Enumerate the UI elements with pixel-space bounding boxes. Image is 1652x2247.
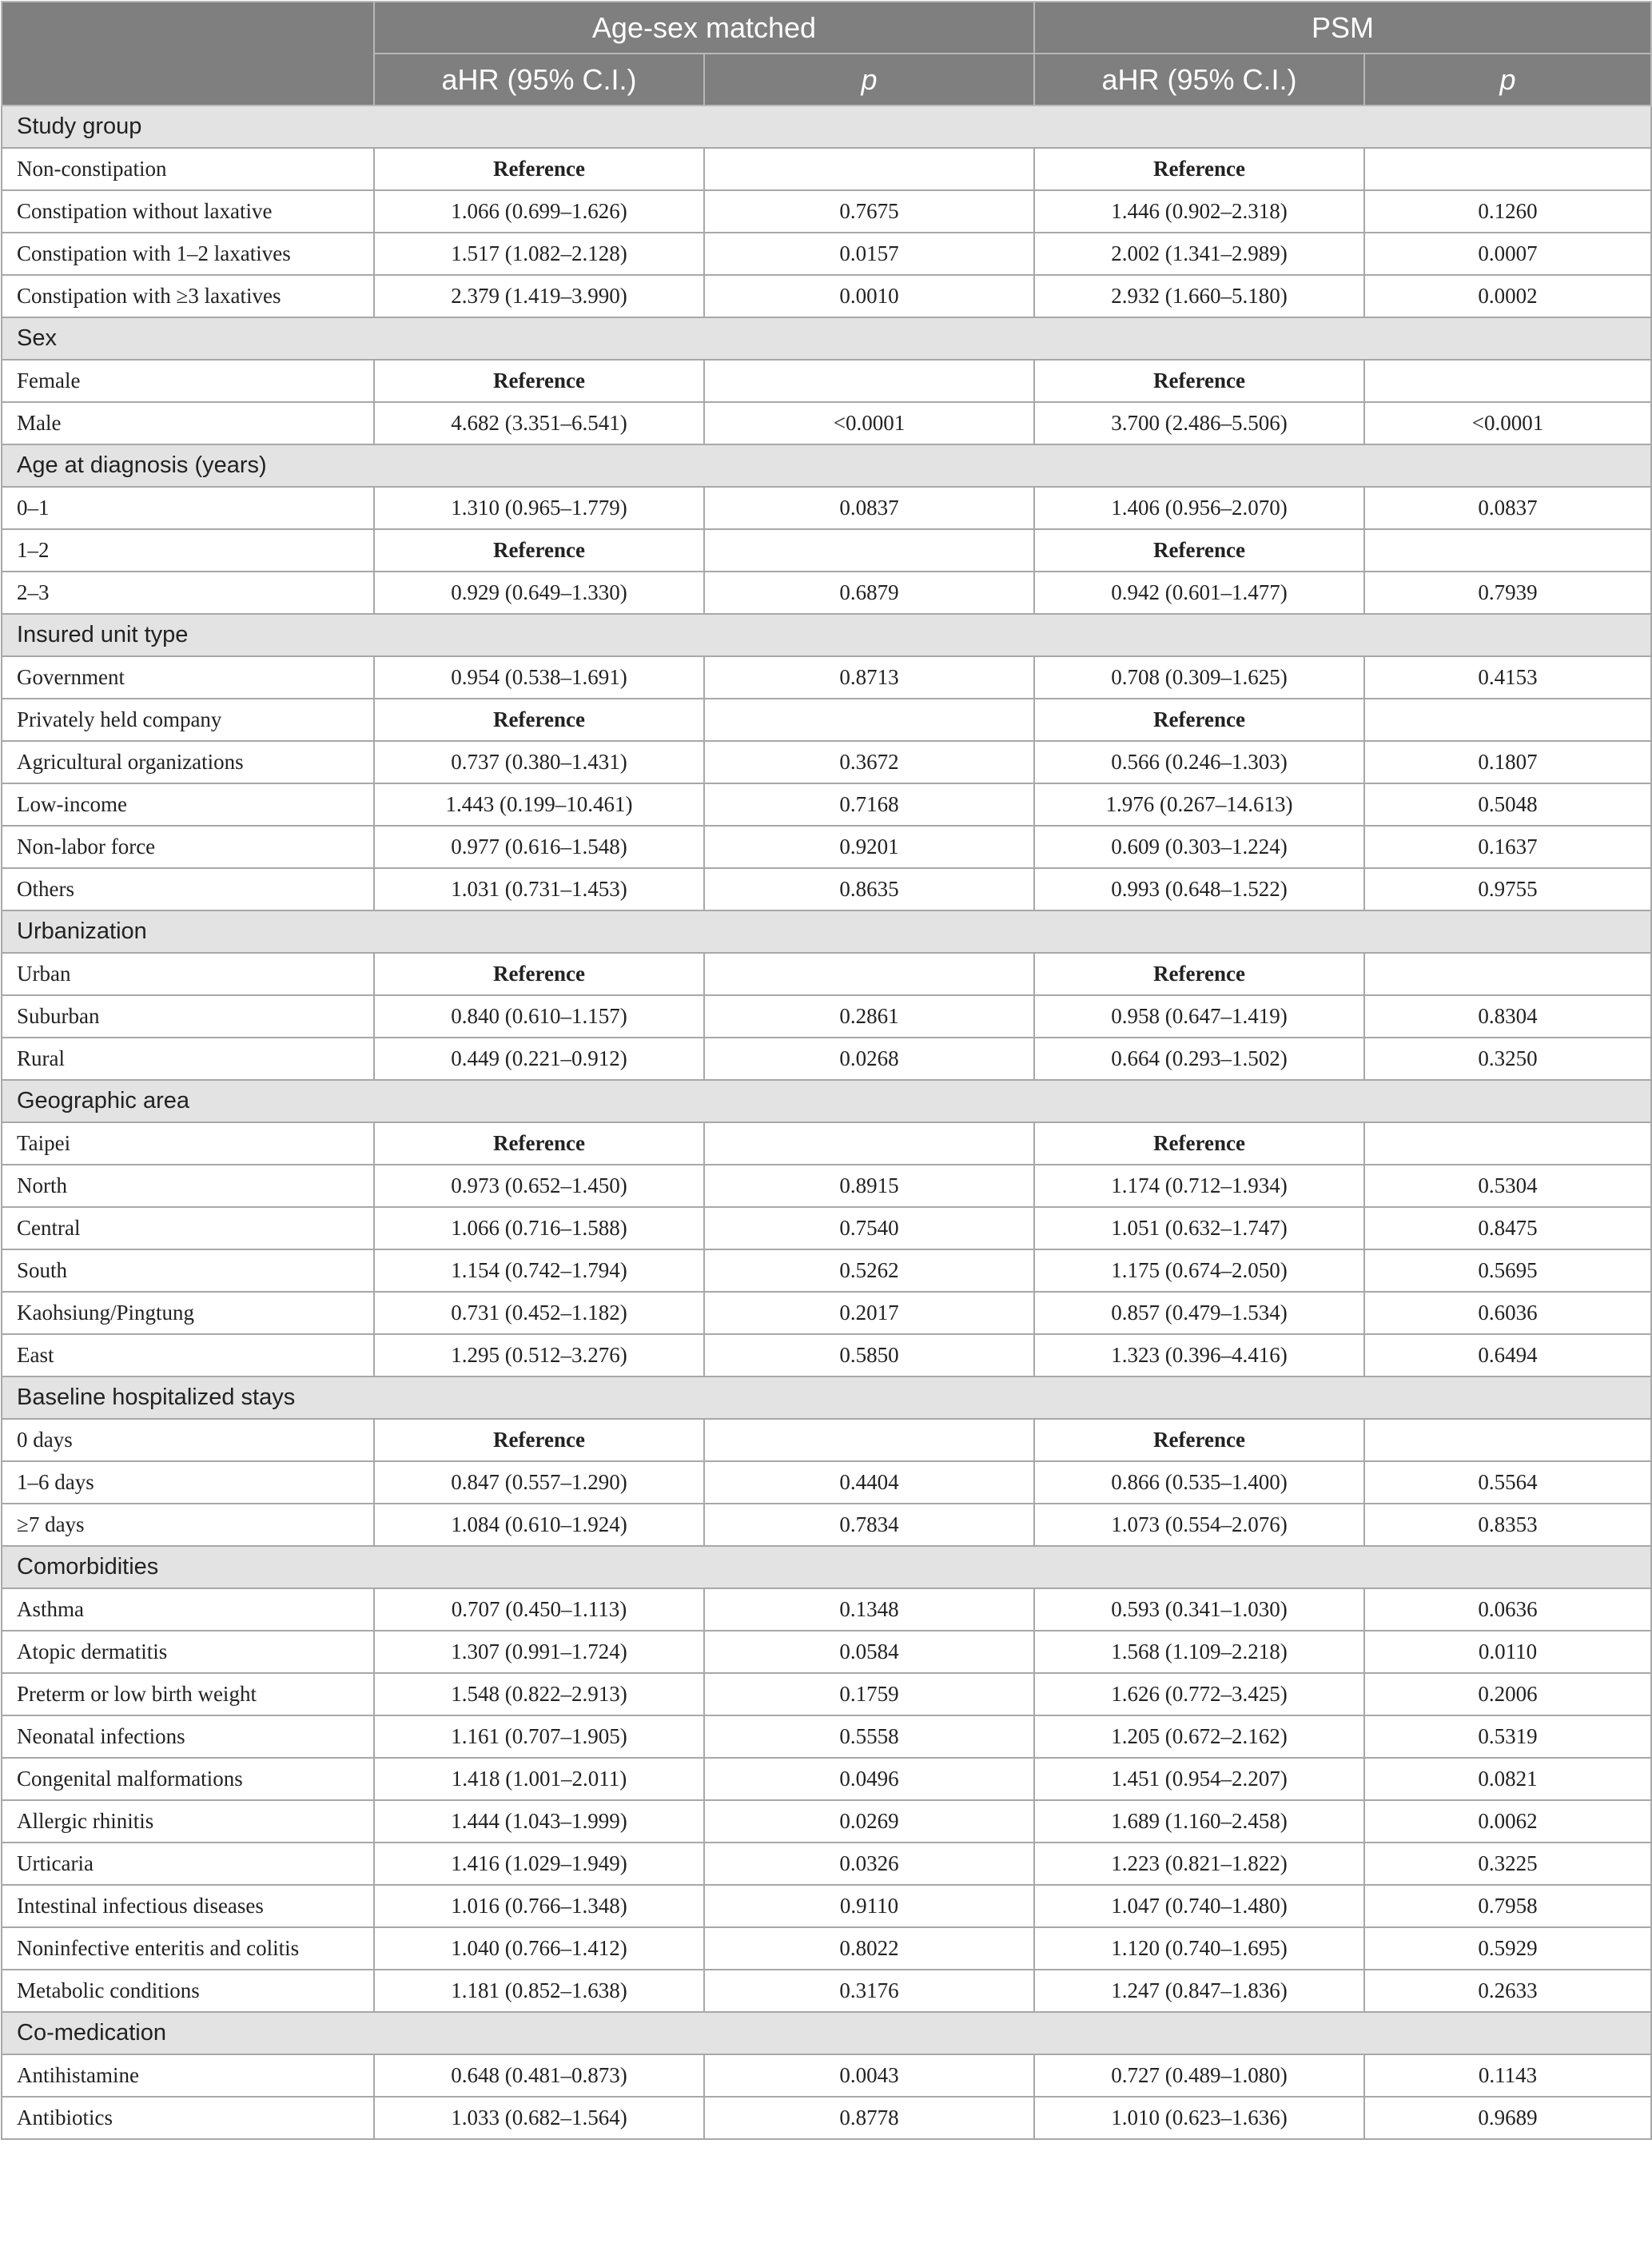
psm-ahr-cell: 0.593 (0.341–1.030) [1034, 1588, 1364, 1631]
row-label-cell: Non-constipation [2, 148, 374, 190]
row-label-cell: Taipei [2, 1122, 374, 1165]
age-sex-ahr-cell: 1.418 (1.001–2.011) [374, 1758, 704, 1800]
psm-p-cell [1364, 360, 1651, 402]
age-sex-ahr-cell: 4.682 (3.351–6.541) [374, 402, 704, 444]
section-title: Geographic area [2, 1080, 1651, 1122]
age-sex-ahr-cell: Reference [374, 148, 704, 190]
age-sex-p-cell: 0.0010 [704, 275, 1034, 317]
table-row [2, 699, 1651, 741]
table-row [2, 783, 1651, 826]
section-title: Baseline hospitalized stays [2, 1376, 1651, 1419]
psm-p-cell [1364, 1419, 1651, 1461]
psm-ahr-cell: 0.857 (0.479–1.534) [1034, 1292, 1364, 1334]
hazard-ratio-table [1, 1, 1652, 2140]
section-title: Age at diagnosis (years) [2, 444, 1651, 487]
age-sex-ahr-cell: 1.517 (1.082–2.128) [374, 233, 704, 275]
psm-ahr-cell: 1.406 (0.956–2.070) [1034, 487, 1364, 529]
table-row [2, 1461, 1651, 1504]
row-label-cell: 0 days [2, 1419, 374, 1461]
age-sex-p-cell: 0.5558 [704, 1715, 1034, 1758]
section-title: Study group [2, 106, 1651, 148]
row-label-cell: Metabolic conditions [2, 1970, 374, 2012]
row-label-cell: Intestinal infectious diseases [2, 1885, 374, 1927]
row-label-cell: Asthma [2, 1588, 374, 1631]
row-label-cell: Antihistamine [2, 2054, 374, 2097]
table-row [2, 1249, 1651, 1292]
age-sex-ahr-cell: 0.977 (0.616–1.548) [374, 826, 704, 868]
table-row [2, 1504, 1651, 1546]
row-label-cell: 0–1 [2, 487, 374, 529]
psm-ahr-cell: 0.866 (0.535–1.400) [1034, 1461, 1364, 1504]
row-label-cell: Suburban [2, 995, 374, 1038]
age-sex-p-cell [704, 953, 1034, 995]
psm-ahr-cell: Reference [1034, 360, 1364, 402]
psm-ahr-cell: 3.700 (2.486–5.506) [1034, 402, 1364, 444]
psm-ahr-cell: 1.568 (1.109–2.218) [1034, 1631, 1364, 1673]
table-row [2, 1715, 1651, 1758]
age-sex-ahr-cell: Reference [374, 529, 704, 572]
psm-ahr-cell: 1.047 (0.740–1.480) [1034, 1885, 1364, 1927]
psm-ahr-cell: 1.120 (0.740–1.695) [1034, 1927, 1364, 1970]
age-sex-p-cell: 0.0269 [704, 1800, 1034, 1843]
section-row [2, 910, 1651, 953]
age-sex-p-cell: <0.0001 [704, 402, 1034, 444]
age-sex-p-cell: 0.9110 [704, 1885, 1034, 1927]
row-label-cell: Rural [2, 1038, 374, 1080]
table-row [2, 1885, 1651, 1927]
psm-ahr-cell: 1.976 (0.267–14.613) [1034, 783, 1364, 826]
section-title: Comorbidities [2, 1546, 1651, 1588]
age-sex-p-cell: 0.2017 [704, 1292, 1034, 1334]
table-row [2, 1800, 1651, 1843]
row-label-cell: Neonatal infections [2, 1715, 374, 1758]
header-ahr-age-sex: aHR (95% C.I.) [374, 54, 704, 106]
psm-p-cell: 0.0007 [1364, 233, 1651, 275]
age-sex-p-cell: 0.7834 [704, 1504, 1034, 1546]
table-row [2, 1334, 1651, 1376]
psm-p-cell: 0.9755 [1364, 868, 1651, 910]
age-sex-ahr-cell: Reference [374, 953, 704, 995]
row-label-cell: Antibiotics [2, 2097, 374, 2139]
age-sex-p-cell: 0.0043 [704, 2054, 1034, 2097]
psm-ahr-cell: 0.942 (0.601–1.477) [1034, 572, 1364, 614]
psm-ahr-cell: 1.174 (0.712–1.934) [1034, 1165, 1364, 1207]
age-sex-p-cell: 0.7168 [704, 783, 1034, 826]
row-label-cell: 1–6 days [2, 1461, 374, 1504]
age-sex-p-cell: 0.8778 [704, 2097, 1034, 2139]
psm-p-cell: <0.0001 [1364, 402, 1651, 444]
row-label-cell: Female [2, 360, 374, 402]
age-sex-p-cell: 0.3176 [704, 1970, 1034, 2012]
psm-p-cell: 0.3250 [1364, 1038, 1651, 1080]
section-row [2, 106, 1651, 148]
age-sex-ahr-cell: 1.443 (0.199–10.461) [374, 783, 704, 826]
table-row [2, 529, 1651, 572]
table-row [2, 953, 1651, 995]
header-p-age-sex: p [704, 54, 1034, 106]
age-sex-ahr-cell: 1.033 (0.682–1.564) [374, 2097, 704, 2139]
section-row [2, 2012, 1651, 2054]
age-sex-ahr-cell: 1.295 (0.512–3.276) [374, 1334, 704, 1376]
psm-ahr-cell: 1.626 (0.772–3.425) [1034, 1673, 1364, 1715]
table-row [2, 1758, 1651, 1800]
table-row [2, 1843, 1651, 1885]
psm-p-cell: 0.1807 [1364, 741, 1651, 783]
row-label-cell: Others [2, 868, 374, 910]
table-row [2, 487, 1651, 529]
age-sex-ahr-cell: 0.954 (0.538–1.691) [374, 656, 704, 699]
age-sex-ahr-cell: 0.707 (0.450–1.113) [374, 1588, 704, 1631]
table-row [2, 1673, 1651, 1715]
row-label-cell: Agricultural organizations [2, 741, 374, 783]
age-sex-p-cell: 0.8713 [704, 656, 1034, 699]
psm-p-cell [1364, 1122, 1651, 1165]
section-row [2, 1376, 1651, 1419]
age-sex-ahr-cell: Reference [374, 360, 704, 402]
psm-ahr-cell: 1.247 (0.847–1.836) [1034, 1970, 1364, 2012]
table-row [2, 656, 1651, 699]
psm-p-cell: 0.1637 [1364, 826, 1651, 868]
table-row [2, 233, 1651, 275]
section-row [2, 444, 1651, 487]
age-sex-ahr-cell: 1.066 (0.716–1.588) [374, 1207, 704, 1249]
row-label-cell: 2–3 [2, 572, 374, 614]
age-sex-p-cell: 0.0157 [704, 233, 1034, 275]
age-sex-p-cell: 0.0326 [704, 1843, 1034, 1885]
section-title: Sex [2, 317, 1651, 360]
age-sex-p-cell: 0.8022 [704, 1927, 1034, 1970]
row-label-cell: Privately held company [2, 699, 374, 741]
psm-ahr-cell: 0.566 (0.246–1.303) [1034, 741, 1364, 783]
psm-p-cell: 0.5564 [1364, 1461, 1651, 1504]
psm-p-cell [1364, 699, 1651, 741]
age-sex-ahr-cell: 1.016 (0.766–1.348) [374, 1885, 704, 1927]
table-row [2, 995, 1651, 1038]
age-sex-p-cell: 0.5262 [704, 1249, 1034, 1292]
age-sex-ahr-cell: 1.416 (1.029–1.949) [374, 1843, 704, 1885]
psm-ahr-cell: Reference [1034, 148, 1364, 190]
table-row [2, 190, 1651, 233]
age-sex-ahr-cell: 1.444 (1.043–1.999) [374, 1800, 704, 1843]
header-blank-cell [2, 2, 374, 106]
age-sex-ahr-cell: 0.737 (0.380–1.431) [374, 741, 704, 783]
psm-p-cell: 0.2006 [1364, 1673, 1651, 1715]
psm-ahr-cell: 2.932 (1.660–5.180) [1034, 275, 1364, 317]
age-sex-ahr-cell: 0.648 (0.481–0.873) [374, 2054, 704, 2097]
psm-ahr-cell: 1.446 (0.902–2.318) [1034, 190, 1364, 233]
header-group-age-sex-matched: Age-sex matched [374, 2, 1034, 54]
psm-p-cell: 0.7958 [1364, 1885, 1651, 1927]
age-sex-ahr-cell: 1.548 (0.822–2.913) [374, 1673, 704, 1715]
age-sex-ahr-cell: 1.181 (0.852–1.638) [374, 1970, 704, 2012]
header-ahr-psm: aHR (95% C.I.) [1034, 54, 1364, 106]
table-row [2, 1292, 1651, 1334]
age-sex-ahr-cell: Reference [374, 1122, 704, 1165]
psm-p-cell: 0.7939 [1364, 572, 1651, 614]
psm-p-cell: 0.0837 [1364, 487, 1651, 529]
psm-p-cell: 0.3225 [1364, 1843, 1651, 1885]
row-label-cell: Urban [2, 953, 374, 995]
psm-p-cell [1364, 148, 1651, 190]
psm-p-cell: 0.8304 [1364, 995, 1651, 1038]
age-sex-ahr-cell: 0.973 (0.652–1.450) [374, 1165, 704, 1207]
table-header [2, 2, 1651, 106]
table-row [2, 826, 1651, 868]
age-sex-ahr-cell: 1.040 (0.766–1.412) [374, 1927, 704, 1970]
age-sex-p-cell [704, 1122, 1034, 1165]
header-row-groups [2, 2, 1651, 54]
age-sex-p-cell: 0.8635 [704, 868, 1034, 910]
psm-p-cell: 0.0002 [1364, 275, 1651, 317]
row-label-cell: Urticaria [2, 1843, 374, 1885]
psm-ahr-cell: Reference [1034, 529, 1364, 572]
row-label-cell: North [2, 1165, 374, 1207]
row-label-cell: Preterm or low birth weight [2, 1673, 374, 1715]
psm-p-cell: 0.0062 [1364, 1800, 1651, 1843]
age-sex-ahr-cell: 1.161 (0.707–1.905) [374, 1715, 704, 1758]
psm-p-cell: 0.8353 [1364, 1504, 1651, 1546]
psm-ahr-cell: 0.958 (0.647–1.419) [1034, 995, 1364, 1038]
age-sex-ahr-cell: 0.929 (0.649–1.330) [374, 572, 704, 614]
row-label-cell: Low-income [2, 783, 374, 826]
age-sex-p-cell: 0.8915 [704, 1165, 1034, 1207]
table-row [2, 741, 1651, 783]
table-row [2, 148, 1651, 190]
row-label-cell: Constipation with ≥3 laxatives [2, 275, 374, 317]
row-label-cell: Male [2, 402, 374, 444]
psm-p-cell: 0.0636 [1364, 1588, 1651, 1631]
table-row [2, 402, 1651, 444]
table-row [2, 2054, 1651, 2097]
psm-p-cell: 0.5304 [1364, 1165, 1651, 1207]
age-sex-p-cell [704, 699, 1034, 741]
row-label-cell: Constipation without laxative [2, 190, 374, 233]
section-title: Urbanization [2, 910, 1651, 953]
age-sex-p-cell: 0.6879 [704, 572, 1034, 614]
age-sex-p-cell: 0.5850 [704, 1334, 1034, 1376]
age-sex-ahr-cell: 1.154 (0.742–1.794) [374, 1249, 704, 1292]
age-sex-p-cell: 0.2861 [704, 995, 1034, 1038]
psm-ahr-cell: 0.727 (0.489–1.080) [1034, 2054, 1364, 2097]
age-sex-ahr-cell: 2.379 (1.419–3.990) [374, 275, 704, 317]
age-sex-ahr-cell: Reference [374, 699, 704, 741]
row-label-cell: Noninfective enteritis and colitis [2, 1927, 374, 1970]
header-p-psm: p [1364, 54, 1651, 106]
age-sex-p-cell: 0.0268 [704, 1038, 1034, 1080]
age-sex-ahr-cell: 1.307 (0.991–1.724) [374, 1631, 704, 1673]
psm-ahr-cell: 1.205 (0.672–2.162) [1034, 1715, 1364, 1758]
age-sex-p-cell [704, 360, 1034, 402]
table-row [2, 1419, 1651, 1461]
table-row [2, 1122, 1651, 1165]
psm-ahr-cell: 1.010 (0.623–1.636) [1034, 2097, 1364, 2139]
age-sex-p-cell: 0.7675 [704, 190, 1034, 233]
psm-p-cell: 0.0110 [1364, 1631, 1651, 1673]
psm-p-cell: 0.4153 [1364, 656, 1651, 699]
psm-p-cell: 0.2633 [1364, 1970, 1651, 2012]
psm-ahr-cell: 0.708 (0.309–1.625) [1034, 656, 1364, 699]
psm-ahr-cell: Reference [1034, 1122, 1364, 1165]
psm-ahr-cell: 1.323 (0.396–4.416) [1034, 1334, 1364, 1376]
table-row [2, 1970, 1651, 2012]
psm-p-cell: 0.1143 [1364, 2054, 1651, 2097]
psm-p-cell: 0.0821 [1364, 1758, 1651, 1800]
header-group-psm: PSM [1034, 2, 1651, 54]
age-sex-p-cell: 0.9201 [704, 826, 1034, 868]
age-sex-p-cell: 0.0837 [704, 487, 1034, 529]
age-sex-p-cell [704, 529, 1034, 572]
table-row [2, 1038, 1651, 1080]
age-sex-p-cell: 0.4404 [704, 1461, 1034, 1504]
age-sex-ahr-cell: 0.840 (0.610–1.157) [374, 995, 704, 1038]
psm-p-cell: 0.5695 [1364, 1249, 1651, 1292]
age-sex-ahr-cell: 1.066 (0.699–1.626) [374, 190, 704, 233]
age-sex-p-cell: 0.1759 [704, 1673, 1034, 1715]
psm-p-cell: 0.6494 [1364, 1334, 1651, 1376]
table-row [2, 1165, 1651, 1207]
age-sex-p-cell: 0.0584 [704, 1631, 1034, 1673]
psm-ahr-cell: 1.223 (0.821–1.822) [1034, 1843, 1364, 1885]
psm-ahr-cell: 0.993 (0.648–1.522) [1034, 868, 1364, 910]
psm-ahr-cell: Reference [1034, 699, 1364, 741]
psm-p-cell: 0.5319 [1364, 1715, 1651, 1758]
row-label-cell: Non-labor force [2, 826, 374, 868]
section-title: Co-medication [2, 2012, 1651, 2054]
row-label-cell: 1–2 [2, 529, 374, 572]
psm-p-cell: 0.5048 [1364, 783, 1651, 826]
row-label-cell: East [2, 1334, 374, 1376]
psm-ahr-cell: 1.689 (1.160–2.458) [1034, 1800, 1364, 1843]
age-sex-p-cell: 0.1348 [704, 1588, 1034, 1631]
psm-ahr-cell: 1.073 (0.554–2.076) [1034, 1504, 1364, 1546]
psm-p-cell [1364, 529, 1651, 572]
psm-p-cell: 0.6036 [1364, 1292, 1651, 1334]
age-sex-ahr-cell: 1.031 (0.731–1.453) [374, 868, 704, 910]
row-label-cell: Central [2, 1207, 374, 1249]
row-label-cell: Atopic dermatitis [2, 1631, 374, 1673]
age-sex-ahr-cell: 1.310 (0.965–1.779) [374, 487, 704, 529]
row-label-cell: Congenital malformations [2, 1758, 374, 1800]
table-row [2, 868, 1651, 910]
section-row [2, 614, 1651, 656]
table-row [2, 572, 1651, 614]
table-row [2, 1207, 1651, 1249]
psm-p-cell: 0.5929 [1364, 1927, 1651, 1970]
table-row [2, 275, 1651, 317]
psm-ahr-cell: Reference [1034, 953, 1364, 995]
age-sex-p-cell [704, 148, 1034, 190]
age-sex-p-cell: 0.0496 [704, 1758, 1034, 1800]
table-row [2, 360, 1651, 402]
table-row [2, 2097, 1651, 2139]
row-label-cell: South [2, 1249, 374, 1292]
table-row [2, 1927, 1651, 1970]
row-label-cell: Government [2, 656, 374, 699]
age-sex-p-cell [704, 1419, 1034, 1461]
section-row [2, 317, 1651, 360]
row-label-cell: Kaohsiung/Pingtung [2, 1292, 374, 1334]
psm-ahr-cell: Reference [1034, 1419, 1364, 1461]
psm-p-cell: 0.9689 [1364, 2097, 1651, 2139]
psm-p-cell [1364, 953, 1651, 995]
table-body [2, 106, 1651, 2139]
age-sex-ahr-cell: Reference [374, 1419, 704, 1461]
psm-ahr-cell: 0.609 (0.303–1.224) [1034, 826, 1364, 868]
row-label-cell: Allergic rhinitis [2, 1800, 374, 1843]
psm-ahr-cell: 1.175 (0.674–2.050) [1034, 1249, 1364, 1292]
age-sex-ahr-cell: 0.847 (0.557–1.290) [374, 1461, 704, 1504]
age-sex-p-cell: 0.3672 [704, 741, 1034, 783]
section-row [2, 1080, 1651, 1122]
row-label-cell: Constipation with 1–2 laxatives [2, 233, 374, 275]
section-row [2, 1546, 1651, 1588]
table-row [2, 1588, 1651, 1631]
age-sex-ahr-cell: 1.084 (0.610–1.924) [374, 1504, 704, 1546]
psm-ahr-cell: 2.002 (1.341–2.989) [1034, 233, 1364, 275]
age-sex-ahr-cell: 0.449 (0.221–0.912) [374, 1038, 704, 1080]
psm-p-cell: 0.8475 [1364, 1207, 1651, 1249]
section-title: Insured unit type [2, 614, 1651, 656]
table-row [2, 1631, 1651, 1673]
row-label-cell: ≥7 days [2, 1504, 374, 1546]
psm-ahr-cell: 1.051 (0.632–1.747) [1034, 1207, 1364, 1249]
psm-p-cell: 0.1260 [1364, 190, 1651, 233]
psm-ahr-cell: 0.664 (0.293–1.502) [1034, 1038, 1364, 1080]
age-sex-p-cell: 0.7540 [704, 1207, 1034, 1249]
psm-ahr-cell: 1.451 (0.954–2.207) [1034, 1758, 1364, 1800]
age-sex-ahr-cell: 0.731 (0.452–1.182) [374, 1292, 704, 1334]
